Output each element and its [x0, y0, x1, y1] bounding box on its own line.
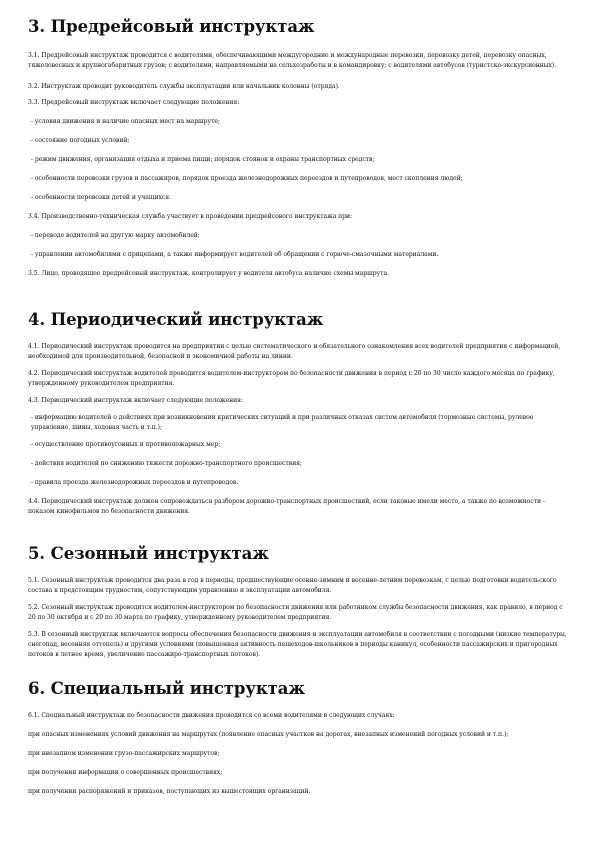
paragraph: 6.1. Специальный инструктаж по безопасности движения проводится со всеми водителями в следующих случаях:	[28, 712, 395, 719]
paragraph: 3.5. Лицо, проводящее предрейсовый инструктаж, контролирует у водителя автобуса наличие схемы маршрута.	[28, 270, 389, 277]
paragraph: 4.2. Периодический инструктаж водителей проводится водителем-инструктором по безопасности движения в период с 20 по 30 число каждого месяца по графику, утвержденному руководителем предприятия.	[28, 370, 555, 387]
section-seasonal-briefing	[28, 544, 568, 660]
list-item: - информацию водителей о действиях при возникновении критических ситуаций и при различных отказах систем автомобиля (тормозные системы, рулевое управление, шины, ходовая часть и т.п.);	[31, 414, 534, 431]
paragraph: 3.1. Предрейсовый инструктаж проводится с водителями, обеспечивающими междугородние и международные перевозки, перевозку детей, перевозку опасных, тяжеловесных и крупногабаритных грузов; с водителями, направляемыми на сельхозработы и в командировку; с водителями автобусов (туристско-экскурсионных).	[28, 52, 557, 69]
list-item: - условия движения и наличие опасных мест на маршруте;	[31, 118, 220, 125]
section-heading: 4. Периодический инструктаж	[28, 310, 324, 329]
paragraph: 4.3. Периодический инструктаж включает следующие положения:	[28, 397, 243, 404]
section-heading: 6. Специальный инструктаж	[28, 679, 305, 698]
list-item: при получении распоряжений и приказов, поступающих из вышестоящих организаций.	[28, 788, 311, 795]
paragraph: 3.4. Производственно-техническая служба участвует в проведении предрейсового инструктажа при:	[28, 213, 353, 220]
paragraph: 5.1. Сезонный инструктаж проводится два раза в год в периоды, предшествующие осенне-зимним и весенне-летним перевозкам, с целью подготовки водительского состава к предстоящим трудностям, сопутствующим управлению и эксплуатации автомобиля.	[28, 577, 557, 594]
list-item: - особенности перевозки детей и учащихся.	[31, 194, 171, 201]
section-periodic-briefing	[28, 310, 568, 517]
section-heading: 3. Предрейсовый инструктаж	[28, 17, 315, 36]
list-item: - режим движения, организация отдыха и приема пищи; порядок стоянок и охраны транспортных средств;	[31, 156, 375, 163]
section-pre-trip-briefing	[28, 17, 568, 279]
paragraph: 5.2. Сезонный инструктаж проводится водителем-инструктором по безопасности движения или работником службы безопасности движения, как правило, в период с 20 по 30 октября и с 20 по 30 марта по графику, утвержденному руководителем предприятия.	[28, 604, 563, 621]
paragraph: 3.2. Инструктаж проводит руководитель службы эксплуатации или начальник колонны (отряда).	[28, 83, 340, 90]
paragraph: 3.3. Предрейсовый инструктаж включает следующие положения:	[28, 99, 240, 106]
list-item: при получении информации о совершенных происшествиях;	[28, 769, 223, 776]
section-heading: 5. Сезонный инструктаж	[28, 544, 269, 563]
list-item: - переводе водителей на другую марку автомобилей;	[31, 232, 200, 239]
section-special-briefing	[28, 679, 568, 797]
paragraph: 4.4. Периодический инструктаж должен сопровождаться разбором дорожно-транспортных происшествий, если таковые имели место, а также по возможности - показом кинофильмов по безопасности движения.	[28, 498, 545, 515]
list-item: при опасных изменениях условий движения на маршрутах (появление опасных участков на дорогах, внезапных изменений погодных условий и т.п.);	[28, 731, 509, 738]
list-item: при внезапном изменении грузо-пассажирских маршрутов;	[28, 750, 220, 757]
list-item: - состояние погодных условий;	[31, 137, 130, 144]
paragraph: 4.1. Периодический инструктаж проводится на предприятии с целью систематического и обязательного ознакомления всех водителей предприятия с информацией, необходимой для производительной, безопасной и экономичной работы на линии.	[28, 343, 561, 360]
list-item: - управлении автомобилями с прицепами, а также информирует водителей об обращении с горюче-смазочными материалами.	[31, 251, 439, 258]
list-item: - особенности перевозки грузов и пассажиров, порядок проезда железнодорожных переездов и путепроводов, мест скопления людей;	[31, 175, 463, 182]
list-item: - правила проезда железнодорожных переездов и путепроводов.	[31, 479, 239, 486]
list-item: - осуществление противоугонных и противопожарных мер;	[31, 441, 221, 448]
paragraph: 5.3. В сезонный инструктаж включаются вопросы обеспечения безопасности движения и эксплуатации автомобиля в соответствии с погодными (низкие температуры, снегопад, весенняя оттепель) и другими условиями (повышенная активность пешеходов-школьников в периоды каникул, особенности пассажирских и пригородных потоков в летнее время, увеличение пассажиро-транспортных потоков).	[28, 631, 567, 658]
list-item: - действия водителей по снижению тяжести дорожно-транспортного происшествия;	[31, 460, 302, 467]
